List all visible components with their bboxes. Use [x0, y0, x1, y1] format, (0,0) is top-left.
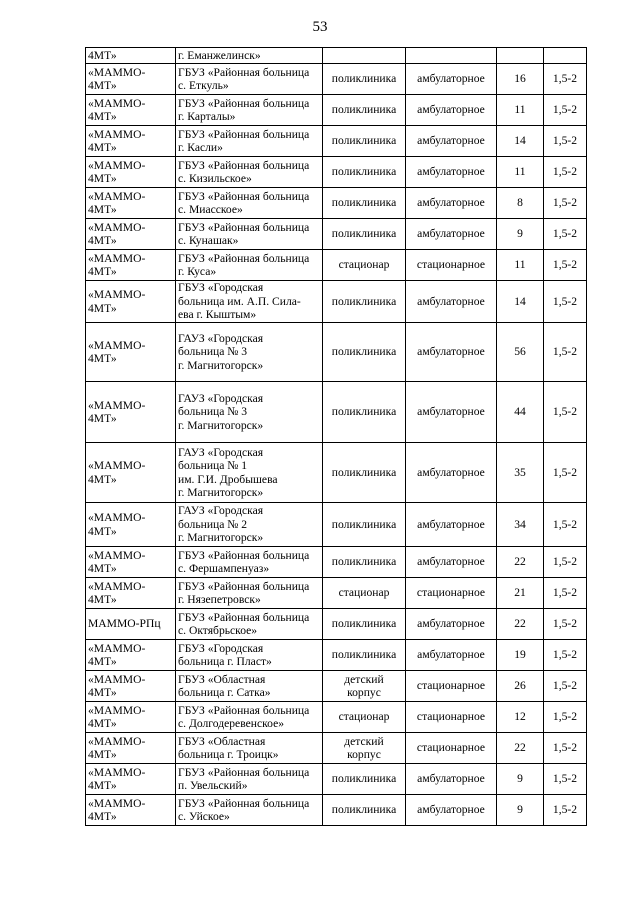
institution-cell: ГАУЗ «Городская больница № 2 г. Магнитогорск»: [176, 503, 323, 547]
table-row: [86, 281, 587, 323]
institution-cell: ГБУЗ «Районная больница с. Кунашак»: [176, 219, 323, 250]
care-type-cell: [406, 48, 497, 64]
unit-cell: поликлиника: [323, 795, 406, 826]
table-row: [86, 795, 587, 826]
institution-cell: ГБУЗ «Районная больница с. Еткуль»: [176, 64, 323, 95]
table-row: [86, 188, 587, 219]
institution-cell: ГБУЗ «Областная больница г. Сатка»: [176, 671, 323, 702]
institution-cell: ГАУЗ «Городская больница № 3 г. Магнитогорск»: [176, 323, 323, 382]
care-type-cell: амбулаторное: [406, 609, 497, 640]
table-row: [86, 702, 587, 733]
table-row: [86, 733, 587, 764]
count-cell: 16: [497, 64, 544, 95]
table-row: [86, 671, 587, 702]
care-type-cell: амбулаторное: [406, 795, 497, 826]
institution-cell: ГБУЗ «Городская больница им. А.П. Сила- ева г. Кыштым»: [176, 281, 323, 323]
care-type-cell: амбулаторное: [406, 640, 497, 671]
device-model-cell: «МАММО- 4МТ»: [86, 764, 176, 795]
device-model-cell: «МАММО- 4МТ»: [86, 382, 176, 443]
count-cell: [497, 48, 544, 64]
page-number: 53: [312, 19, 328, 35]
dose-cell: 1,5-2: [544, 609, 587, 640]
unit-cell: детский корпус: [323, 671, 406, 702]
unit-cell: поликлиника: [323, 640, 406, 671]
device-model-cell: «МАММО- 4МТ»: [86, 640, 176, 671]
count-cell: 21: [497, 578, 544, 609]
care-type-cell: амбулаторное: [406, 219, 497, 250]
care-type-cell: амбулаторное: [406, 503, 497, 547]
table-row: [86, 503, 587, 547]
device-model-cell: «МАММО- 4МТ»: [86, 702, 176, 733]
device-model-cell: «МАММО- 4МТ»: [86, 733, 176, 764]
care-type-cell: стационарное: [406, 250, 497, 281]
count-cell: 11: [497, 157, 544, 188]
device-model-cell: «МАММО- 4МТ»: [86, 443, 176, 503]
dose-cell: 1,5-2: [544, 671, 587, 702]
device-model-cell: «МАММО- 4МТ»: [86, 64, 176, 95]
table-row: [86, 157, 587, 188]
unit-cell: поликлиника: [323, 443, 406, 503]
table-row: [86, 64, 587, 95]
unit-cell: поликлиника: [323, 219, 406, 250]
count-cell: 12: [497, 702, 544, 733]
dose-cell: 1,5-2: [544, 64, 587, 95]
device-model-cell: МАММО-РПц: [86, 609, 176, 640]
unit-cell: поликлиника: [323, 764, 406, 795]
dose-cell: 1,5-2: [544, 281, 587, 323]
table-row: [86, 126, 587, 157]
device-model-cell: «МАММО- 4МТ»: [86, 250, 176, 281]
count-cell: 26: [497, 671, 544, 702]
device-model-cell: «МАММО- 4МТ»: [86, 671, 176, 702]
device-model-cell: «МАММО- 4МТ»: [86, 323, 176, 382]
equipment-table: [85, 47, 587, 826]
table-row: [86, 609, 587, 640]
count-cell: 19: [497, 640, 544, 671]
dose-cell: 1,5-2: [544, 126, 587, 157]
unit-cell: поликлиника: [323, 64, 406, 95]
institution-cell: ГАУЗ «Городская больница № 1 им. Г.И. Дробышева г. Магнитогорск»: [176, 443, 323, 503]
institution-cell: ГБУЗ «Районная больница г. Нязепетровск»: [176, 578, 323, 609]
table-row: [86, 640, 587, 671]
count-cell: 14: [497, 126, 544, 157]
unit-cell: поликлиника: [323, 503, 406, 547]
count-cell: 8: [497, 188, 544, 219]
institution-cell: ГБУЗ «Районная больница г. Касли»: [176, 126, 323, 157]
dose-cell: 1,5-2: [544, 188, 587, 219]
institution-cell: ГБУЗ «Районная больница с. Миасское»: [176, 188, 323, 219]
institution-cell: г. Еманжелинск»: [176, 48, 323, 64]
count-cell: 14: [497, 281, 544, 323]
care-type-cell: стационарное: [406, 671, 497, 702]
dose-cell: 1,5-2: [544, 795, 587, 826]
care-type-cell: амбулаторное: [406, 323, 497, 382]
unit-cell: [323, 48, 406, 64]
care-type-cell: амбулаторное: [406, 547, 497, 578]
unit-cell: стационар: [323, 250, 406, 281]
dose-cell: 1,5-2: [544, 95, 587, 126]
care-type-cell: амбулаторное: [406, 95, 497, 126]
table-row: [86, 219, 587, 250]
care-type-cell: стационарное: [406, 578, 497, 609]
institution-cell: ГБУЗ «Районная больница с. Долгодеревенское»: [176, 702, 323, 733]
dose-cell: 1,5-2: [544, 640, 587, 671]
unit-cell: поликлиника: [323, 95, 406, 126]
device-model-cell: «МАММО- 4МТ»: [86, 503, 176, 547]
count-cell: 22: [497, 733, 544, 764]
device-model-cell: «МАММО- 4МТ»: [86, 547, 176, 578]
unit-cell: поликлиника: [323, 323, 406, 382]
device-model-cell: 4МТ»: [86, 48, 176, 64]
device-model-cell: «МАММО- 4МТ»: [86, 281, 176, 323]
count-cell: 35: [497, 443, 544, 503]
table-row: [86, 547, 587, 578]
care-type-cell: амбулаторное: [406, 764, 497, 795]
count-cell: 34: [497, 503, 544, 547]
institution-cell: ГБУЗ «Областная больница г. Троицк»: [176, 733, 323, 764]
unit-cell: поликлиника: [323, 609, 406, 640]
count-cell: 56: [497, 323, 544, 382]
count-cell: 9: [497, 764, 544, 795]
dose-cell: 1,5-2: [544, 323, 587, 382]
table-row: [86, 48, 587, 64]
table-body: [86, 48, 587, 826]
device-model-cell: «МАММО- 4МТ»: [86, 188, 176, 219]
dose-cell: 1,5-2: [544, 547, 587, 578]
count-cell: 22: [497, 547, 544, 578]
table-row: [86, 764, 587, 795]
institution-cell: ГБУЗ «Районная больница с. Кизильское»: [176, 157, 323, 188]
care-type-cell: стационарное: [406, 733, 497, 764]
unit-cell: поликлиника: [323, 157, 406, 188]
institution-cell: ГБУЗ «Районная больница с. Уйское»: [176, 795, 323, 826]
dose-cell: 1,5-2: [544, 503, 587, 547]
care-type-cell: стационарное: [406, 702, 497, 733]
care-type-cell: амбулаторное: [406, 157, 497, 188]
dose-cell: 1,5-2: [544, 157, 587, 188]
table-row: [86, 382, 587, 443]
unit-cell: поликлиника: [323, 382, 406, 443]
care-type-cell: амбулаторное: [406, 382, 497, 443]
unit-cell: стационар: [323, 702, 406, 733]
institution-cell: ГБУЗ «Районная больница п. Увельский»: [176, 764, 323, 795]
table-row: [86, 443, 587, 503]
device-model-cell: «МАММО- 4МТ»: [86, 95, 176, 126]
care-type-cell: амбулаторное: [406, 64, 497, 95]
dose-cell: 1,5-2: [544, 702, 587, 733]
device-model-cell: «МАММО- 4МТ»: [86, 219, 176, 250]
institution-cell: ГБУЗ «Районная больница г. Карталы»: [176, 95, 323, 126]
institution-cell: ГБУЗ «Районная больница г. Куса»: [176, 250, 323, 281]
unit-cell: поликлиника: [323, 126, 406, 157]
table-row: [86, 95, 587, 126]
unit-cell: поликлиника: [323, 281, 406, 323]
dose-cell: [544, 48, 587, 64]
count-cell: 22: [497, 609, 544, 640]
table-row: [86, 578, 587, 609]
table-row: [86, 250, 587, 281]
dose-cell: 1,5-2: [544, 382, 587, 443]
count-cell: 9: [497, 795, 544, 826]
device-model-cell: «МАММО- 4МТ»: [86, 126, 176, 157]
unit-cell: стационар: [323, 578, 406, 609]
institution-cell: ГАУЗ «Городская больница № 3 г. Магнитогорск»: [176, 382, 323, 443]
count-cell: 11: [497, 95, 544, 126]
device-model-cell: «МАММО- 4МТ»: [86, 578, 176, 609]
device-model-cell: «МАММО- 4МТ»: [86, 157, 176, 188]
device-model-cell: «МАММО- 4МТ»: [86, 795, 176, 826]
dose-cell: 1,5-2: [544, 250, 587, 281]
unit-cell: поликлиника: [323, 547, 406, 578]
dose-cell: 1,5-2: [544, 443, 587, 503]
table-row: [86, 323, 587, 382]
institution-cell: ГБУЗ «Районная больница с. Октябрьское»: [176, 609, 323, 640]
dose-cell: 1,5-2: [544, 764, 587, 795]
care-type-cell: амбулаторное: [406, 188, 497, 219]
dose-cell: 1,5-2: [544, 219, 587, 250]
unit-cell: поликлиника: [323, 188, 406, 219]
count-cell: 44: [497, 382, 544, 443]
count-cell: 9: [497, 219, 544, 250]
unit-cell: детский корпус: [323, 733, 406, 764]
institution-cell: ГБУЗ «Районная больница с. Фершампенуаз»: [176, 547, 323, 578]
count-cell: 11: [497, 250, 544, 281]
care-type-cell: амбулаторное: [406, 126, 497, 157]
dose-cell: 1,5-2: [544, 733, 587, 764]
dose-cell: 1,5-2: [544, 578, 587, 609]
care-type-cell: амбулаторное: [406, 443, 497, 503]
care-type-cell: амбулаторное: [406, 281, 497, 323]
institution-cell: ГБУЗ «Городская больница г. Пласт»: [176, 640, 323, 671]
